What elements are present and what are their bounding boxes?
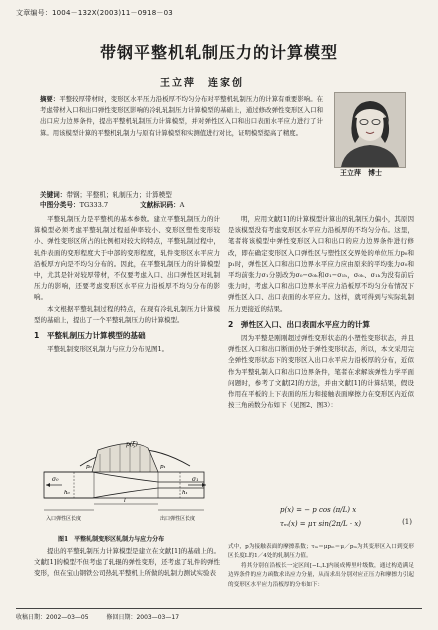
- label-p-xi: p(ξ): [126, 441, 138, 448]
- keywords-text: 带钢；平整机；轧制压力；计算模型: [66, 191, 172, 199]
- author-photo: [334, 92, 406, 168]
- label-exit-elastic: 出口弹性区长度: [160, 516, 196, 522]
- fourier-paragraph: 将其分别在沿板长一定区间[−L,L]内展成傅里叶级数，通过构造满足边界条件的应力函数求出应力分量，从而求出分别对应正压力和摩擦力引起的变形区水平应力沿板厚的分布如下：: [228, 562, 414, 588]
- received-date: 收稿日期：2002—03—05: [16, 614, 89, 621]
- article-number: 文章编号：1004－132Ⅹ(2003)11－0918－03: [16, 9, 173, 17]
- left-column-bottom: [34, 546, 220, 580]
- abstract-text: 平整较厚带材时，变形区水平压力沿板厚不均匀分布对平整机轧制压力的计算有重要影响。在考虑带材入口和出口弹性变形区影响的冷轧轧制压力计算模型的基础上，通过修改弹性变形区入口和出口应力边界条件，提出平整机轧制压力计算模型，并对弹性区入口和出口表面水平应力进行了计算。用该模型计算的平整机轧制力与原有计算模型和实测值进行对比，证明模型提高了精度。: [40, 95, 324, 137]
- abstract: [40, 94, 323, 139]
- doc-code-label: 文献标识码：: [140, 201, 180, 209]
- author-names: 王立萍 连家创: [160, 78, 244, 89]
- keywords-label: 关键词：: [40, 191, 67, 199]
- label-sigma0: σ₀: [52, 476, 59, 483]
- intro-paragraph-2: 本文根据平整轧制过程的特点，在现有冷轧轧制压力计算模型的基础上，提出了一个平整轧制压力的计算模型。: [34, 304, 220, 324]
- section-2-heading: 2 弹性区入口、出口表面水平应力的计算: [228, 319, 370, 329]
- keywords-block: [40, 190, 340, 210]
- right-column-bottom: [228, 543, 414, 590]
- equation-1-line-1: p(x) = − p cos (π/L) x: [280, 506, 357, 514]
- equation-1: [280, 506, 412, 540]
- model-explanation-paragraph: 明，应用文献[1]的计算模型计算出的轧制压力偏小，其原因是该模型没有考虑变形区水平应力沿板厚的不均匀分布。这里，笔者将该模型中弹性变形区入口和出口的应力边界条件进行修改，即在确定变形区入口弹性区与塑性区交界处的单位压力p₀和p₁时，弹性区入口和出口边界水平应力应由原来的平均张力σ₀和平均前张力σ₁分别改为σ₀−σ₀ₕ和σ₁−σ₁ₕ，σ₀ₕ、σ₁ₕ为没有前后张力时，考虑入口和出口边界水平应力沿板厚不均匀分布情况下弹性区入口、出口表面的水平应力。这样，就可得到与实际轧制压力更接近的结果。: [228, 215, 414, 313]
- classification-row: [40, 200, 340, 210]
- doc-code-value: A: [179, 201, 185, 209]
- clc-value: TG333.7: [79, 201, 109, 209]
- intro-paragraph: 平整轧制压力是平整机的基本参数。建立平整轧制压力的计算模型必须考虑平整轧制过程延伸率较小、变形区塑性变形较小、弹性变形区所占的比例相对较大的特点，平整轧制过程中，轧件表面的变形程度大于中部的变形程度，轧件变形区水平应力沿板厚方向是不均匀分布的。因此，在平整轧制压力的计算模型中，尤其是针对较厚带材，不仅要考虑入口、出口弹性区对轧制压力的影响，还要考虑变形区水平应力沿板厚不均匀分布的影响。: [34, 215, 220, 302]
- figure-1-caption: 图1 平整轧制变形区轧制力与应力分布: [58, 536, 165, 543]
- label-h1: h₁: [182, 490, 188, 496]
- equation-1-line-2: τₘ(x) = μτ sin(2π/L · x): [280, 520, 362, 528]
- keywords-row: [40, 190, 340, 200]
- label-entry-elastic: 入口弹性区长度: [46, 516, 82, 522]
- label-p0: p₀: [86, 464, 92, 470]
- right-column: [228, 214, 414, 411]
- footer-rule: [16, 608, 422, 609]
- label-sigma1: σ₁: [192, 476, 199, 483]
- paper-title: 带钢平整机轧制压力的计算模型: [99, 43, 338, 62]
- label-l: l: [124, 498, 126, 504]
- label-h0: h₀: [64, 490, 70, 496]
- equation-number: (1): [402, 518, 412, 526]
- section-1-heading: 1 平整轧制压力计算模型的基础: [34, 331, 146, 341]
- clc-label: 中图分类号：: [40, 201, 80, 209]
- abstract-label: 摘要：: [40, 95, 60, 103]
- figure-reference-paragraph: 平整轧制变形区轧制力与应力分布见图1。: [47, 345, 169, 354]
- equation-notation-paragraph: 式中，p为接触表面的摩擦系数；τₘ＝μpₘ＝μ／pₘ为其变形区入口到变形区长度L的1／4处的轧制压力值。: [228, 544, 414, 560]
- author-photo-caption: 王立萍 博士: [340, 168, 382, 177]
- label-p1: p₁: [160, 464, 166, 470]
- figure-1-diagram: [40, 438, 218, 532]
- model-basis-paragraph: 提出的平整轧制压力计算模型是建立在文献[1]的基础上的。文献[1]的模型不但考虑了轧辊的弹性变形，还考虑了轧件的弹性变形，但在宝山钢铁公司热轧平整机上所做的轧制力测试实验表: [34, 547, 220, 578]
- elastic-stress-paragraph: 因为平整是刚刚超过弹性变形状态的小塑性变形状态，并且弹性区入口和出口断面仍处于弹性变形状态，所以，本文采用完全弹性变形状态下的变形区入出口水平应力沿板厚的分布，近似作为平整轧制入口和出口边界条件，笔者在求解该弹性力学平面问题时，参考了文献[2]的方法，并由文献[1]的计算结果，假设作用在平板的上下表面的压力和接触表面摩擦力在变形区内近似按三角函数分布如下（见图2、图3）：: [228, 334, 414, 410]
- footer: [16, 612, 195, 621]
- left-column-top: [34, 214, 220, 355]
- revised-date: 修回日期：2003—03—17: [106, 614, 180, 621]
